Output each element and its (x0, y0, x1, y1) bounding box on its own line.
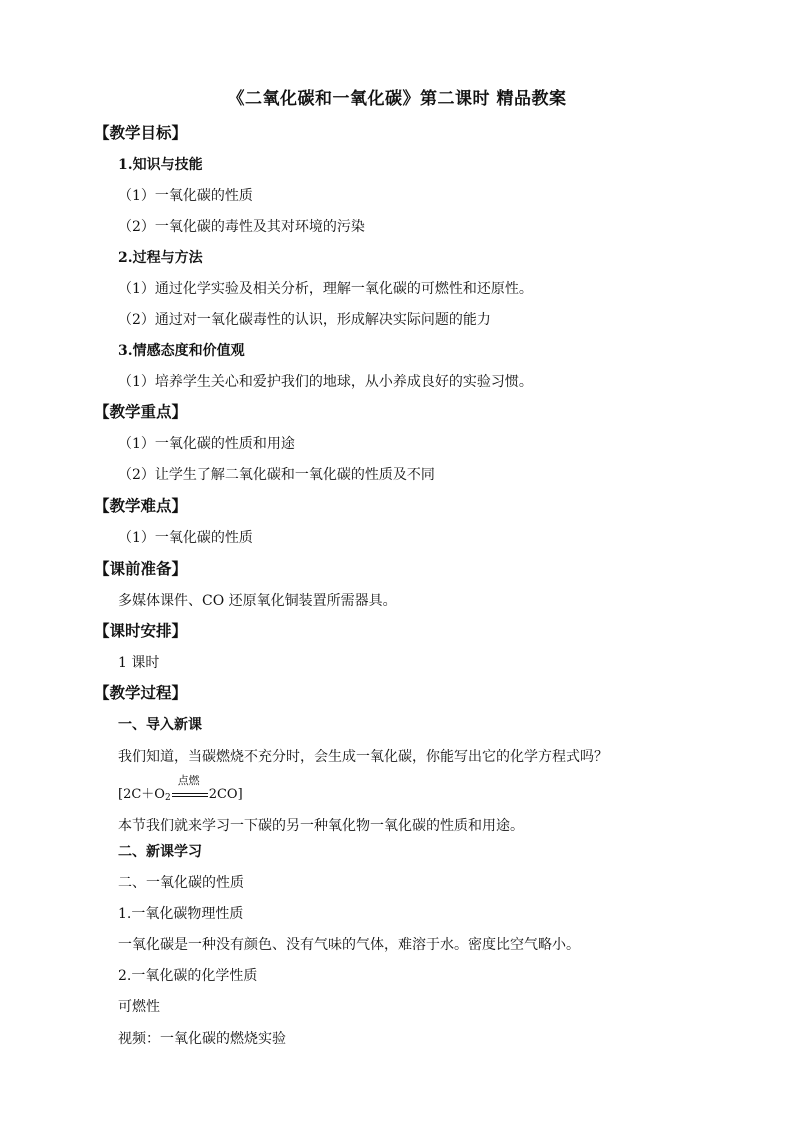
list-item: （1）培养学生关心和爱护我们的地球，从小养成良好的实验习惯。 (118, 374, 533, 390)
list-item: （2）让学生了解二氧化碳和一氧化碳的性质及不同 (118, 467, 435, 483)
subheading-intro: 一、导入新课 (118, 717, 202, 733)
equation-products: 2CO] (208, 787, 243, 802)
list-item: （2）一氧化碳的毒性及其对环境的污染 (118, 219, 365, 235)
paragraph: 本节我们就来学习一下碳的另一种氧化物一氧化碳的性质和用途。 (118, 818, 524, 834)
paragraph: 视频：一氧化碳的燃烧实验 (118, 1031, 286, 1047)
section-heading-process: 【教学过程】 (94, 683, 188, 702)
paragraph: 二、一氧化碳的性质 (118, 875, 244, 891)
paragraph: 可燃性 (118, 999, 160, 1015)
list-item: （1）一氧化碳的性质 (118, 530, 253, 546)
reaction-condition: 点燃 (177, 774, 200, 787)
section-heading-difficulties: 【教学难点】 (94, 496, 188, 515)
page-title: 《二氧化碳和一氧化碳》第二课时 精品教案 (227, 89, 567, 109)
subheading-new-lesson: 二、新课学习 (118, 844, 202, 860)
list-item: （1）一氧化碳的性质 (118, 188, 253, 204)
chemical-equation (118, 774, 243, 804)
paragraph: 我们知道，当碳燃烧不充分时，会生成一氧化碳，你能写出它的化学方程式吗？ (118, 749, 608, 765)
section-heading-key-points: 【教学重点】 (94, 402, 188, 421)
subheading-knowledge-skills: 1.知识与技能 (118, 157, 203, 173)
paragraph: 1.一氧化碳物理性质 (118, 906, 244, 922)
reaction-condition-arrow (172, 774, 208, 804)
equation-subscript: 2 (164, 793, 171, 803)
list-item: （1）一氧化碳的性质和用途 (118, 436, 295, 452)
section-heading-schedule: 【课时安排】 (94, 621, 188, 640)
list-item: （1）通过化学实验及相关分析，理解一氧化碳的可燃性和还原性。 (118, 281, 533, 297)
paragraph: 2.一氧化碳的化学性质 (118, 968, 258, 984)
paragraph: 一氧化碳是一种没有颜色、没有气味的气体，难溶于水。密度比空气略小。 (118, 937, 580, 953)
subheading-process-method: 2.过程与方法 (118, 250, 203, 266)
list-item: 1 课时 (118, 655, 160, 671)
list-item: （2）通过对一氧化碳毒性的认识，形成解决实际问题的能力 (118, 312, 491, 328)
list-item: 多媒体课件、CO 还原氧化铜装置所需器具。 (118, 593, 397, 609)
section-heading-preparation: 【课前准备】 (94, 559, 188, 578)
subheading-attitude-values: 3.情感态度和价值观 (118, 343, 245, 359)
section-heading-goals: 【教学目标】 (94, 123, 188, 142)
equation-reactants: [2C＋O (118, 787, 165, 802)
